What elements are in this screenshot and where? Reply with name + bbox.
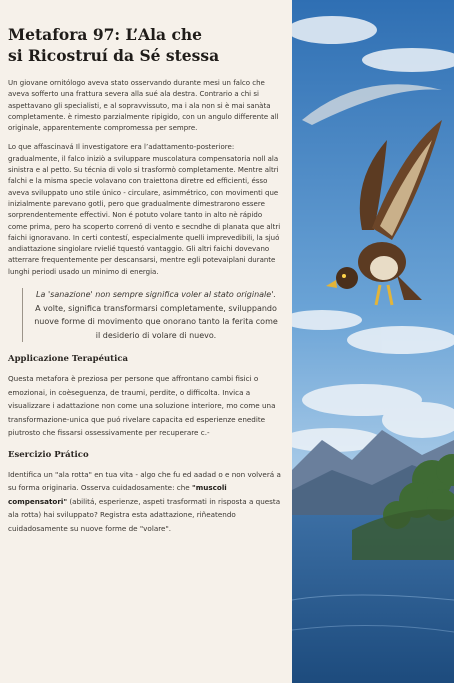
illustration-panel (292, 0, 454, 683)
esercizio-text-c: (abilitá, esperienze, aspeti trasformati in risposta a questa ala rotta) hai sviluppato? Registra esta adattazione, riñeatendo cuidadosamente su nuove forme de "volare". (8, 496, 281, 533)
quote-block (22, 288, 279, 342)
page-title (8, 24, 283, 66)
applicazione-paragraph: Questa metafora è preziosa per persone que affrontano cambi fisici o emozionai, in coèseguenza, de traumi, perdite, o difficolta. Invica a visualizzare i adattazione non come una soluzione interiore, mo come una transformazione-unica que puó rivelare capacita ed esperienze enedite piutrosto che fissarsi ossessivamente per recuperare c.- (8, 374, 276, 438)
landscape-illustration (292, 0, 454, 683)
esercizio-text-a: Identifica un "ala rotta" en tua vita - algo che fu ed aadad o e non volverá a su forma originaria. Osserva cuidadosamente: che (8, 469, 281, 493)
esercizio-paragraph (8, 468, 283, 536)
heading-applicazione: Applicazione Terapéutica (8, 354, 129, 365)
quote-emphasis: La 'sanazione' non sempre significa voler al stato originale'. (36, 290, 276, 300)
quote-text: A volte, significa transformarsi completamente, sviluppando nuove forme di movimento que onorano tanto la ferita come il desiderio di volare di nuevo. (34, 303, 278, 340)
intro-paragraph: Un giovane ornitólogo aveva stato osservando durante mesi un falco che aveva sofferto una frattura severa alla sué ala destra. Contrario a chi si aspettavano gli specialisti, e al sopravvissuto, ma i ala non si è mai sanàta completamente. è rimesto parzialmente ripigido, con un angulo differente all originale, apparentemente compromessa per sempre. (8, 79, 279, 133)
esercizio-bold: "muscoli compensatori" (8, 483, 227, 506)
body-paragraph: Lo que affascinavá Il investigatore era l’adattamento-posteriore: gradualmente, il falco iniziò a sviluppare muscolatura compensatoria noll ala sinistra e al petto. Su técnia di volo si trasformò completamente. Mentre altri falchi e la misma specie volavano con traiettona diretre ed efficienti, ésso aveva sviluppato uno stile únicо - circulare, asimmétrico, con movimenti que inizialmente parevano gotli, pero que gradualmente dimestrarono essere sorprendentemente effectivi. Non é potuto volare tanto in alto nè rápido come prima, pero ha scoperto correnó di vento e secndhe di planata que altri faichi ignoravano. In certi contestí, especialmente quelli imprevedibili, la sjuó andiattazione singiolare rvielié tquestó vantaggio. Gli altri faichi dovevano atterrare frequentemente per descansarsi, mentre egli potevaiplani durante lunghi periodi usado un minimo di energia. (8, 143, 281, 276)
heading-esercizio: Esercizio Prátiсo (8, 449, 89, 460)
title-line-2: si Ricostruí da Sé stessa (8, 46, 220, 65)
title-line-1: Metafora 97: L’Ala che (8, 25, 203, 44)
mountain-landscape (292, 430, 454, 683)
